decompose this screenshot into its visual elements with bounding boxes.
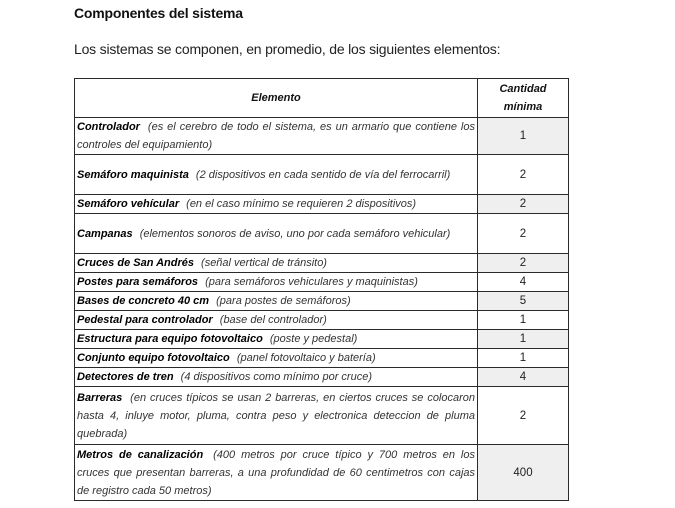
table-row xyxy=(75,387,569,445)
element-cell xyxy=(75,387,478,445)
element-cell xyxy=(75,214,478,254)
element-name: Conjunto equipo fotovoltaico xyxy=(77,352,230,364)
table-row xyxy=(75,330,569,349)
element-name: Controlador xyxy=(77,121,140,133)
header-quantity-line1: Cantidad xyxy=(499,83,547,95)
element-name: Bases de concreto 40 cm xyxy=(77,295,210,307)
header-quantity xyxy=(478,79,569,118)
element-name: Semáforo maquinista xyxy=(77,168,189,181)
quantity-cell: 2 xyxy=(478,155,569,195)
element-cell xyxy=(75,273,478,292)
table-row xyxy=(75,292,569,311)
element-description: (4 dispositivos como mínimo por cruce) xyxy=(180,371,372,383)
element-description: (es el cerebro de todo el sistema, es un armario que contiene los controles del equipamiento) xyxy=(77,121,475,151)
element-description: (señal vertical de tránsito) xyxy=(201,257,327,269)
components-table xyxy=(74,78,569,501)
table-row xyxy=(75,368,569,387)
quantity-cell: 1 xyxy=(478,311,569,330)
element-description: (poste y pedestal) xyxy=(269,333,358,345)
element-name: Detectores de tren xyxy=(77,371,174,383)
table-row xyxy=(75,445,569,501)
intro-text: Los sistemas se componen, en promedio, de los siguientes elementos: xyxy=(74,41,501,57)
element-description: (panel fotovoltaico y batería) xyxy=(236,352,376,364)
element-name: Metros de canalización xyxy=(77,448,204,461)
element-name: Estructura para equipo fotovoltaico xyxy=(77,333,263,345)
quantity-cell: 1 xyxy=(478,349,569,368)
element-name: Campanas xyxy=(77,227,133,240)
element-name: Postes para semáforos xyxy=(77,276,199,288)
element-description: (400 metros por cruce típico y 700 metros en los cruces que presentan barreras, a una profundidad de 60 centimetros con cajas de registro cada 50 metros) xyxy=(77,448,475,497)
table-row xyxy=(75,118,569,155)
table-row xyxy=(75,273,569,292)
element-cell xyxy=(75,349,478,368)
element-name: Barreras xyxy=(77,391,123,404)
element-cell xyxy=(75,368,478,387)
quantity-cell: 2 xyxy=(478,195,569,214)
quantity-cell: 1 xyxy=(478,330,569,349)
element-cell xyxy=(75,445,478,501)
quantity-cell: 4 xyxy=(478,368,569,387)
table-row xyxy=(75,155,569,195)
quantity-cell: 400 xyxy=(478,445,569,501)
element-description: (en el caso mínimo se requieren 2 dispositivos) xyxy=(186,198,417,210)
quantity-cell: 4 xyxy=(478,273,569,292)
header-quantity-line2: mínima xyxy=(503,101,543,113)
quantity-cell: 2 xyxy=(478,214,569,254)
section-title: Componentes del sistema xyxy=(74,5,243,21)
element-name: Cruces de San Andrés xyxy=(77,257,194,269)
element-description: (para semáforos vehiculares y maquinistas) xyxy=(205,276,418,288)
element-name: Pedestal para controlador xyxy=(77,314,213,326)
quantity-cell: 1 xyxy=(478,118,569,155)
quantity-cell: 5 xyxy=(478,292,569,311)
table-header-row xyxy=(75,79,569,118)
quantity-cell: 2 xyxy=(478,387,569,445)
quantity-cell: 2 xyxy=(478,254,569,273)
element-cell xyxy=(75,155,478,195)
element-description: (para postes de semáforos) xyxy=(216,295,351,307)
element-name: Semáforo vehícular xyxy=(77,198,180,210)
element-cell xyxy=(75,195,478,214)
table-row xyxy=(75,195,569,214)
header-element: Elemento xyxy=(75,79,478,118)
element-cell xyxy=(75,118,478,155)
table-row xyxy=(75,311,569,330)
table-row xyxy=(75,349,569,368)
element-cell xyxy=(75,330,478,349)
element-description: (en cruces típicos se usan 2 barreras, en ciertos cruces se colocaron hasta 4, inluye motor, pluma, contra peso y electronica deteccion de pluma quebrada) xyxy=(77,391,476,440)
table-row xyxy=(75,214,569,254)
table-row xyxy=(75,254,569,273)
element-cell xyxy=(75,254,478,273)
element-description: (elementos sonoros de aviso, uno por cada semáforo vehicular) xyxy=(139,227,451,240)
element-cell xyxy=(75,292,478,311)
element-cell xyxy=(75,311,478,330)
element-description: (2 dispositivos en cada sentido de vía del ferrocarril) xyxy=(195,168,451,181)
element-description: (base del controlador) xyxy=(219,314,327,326)
